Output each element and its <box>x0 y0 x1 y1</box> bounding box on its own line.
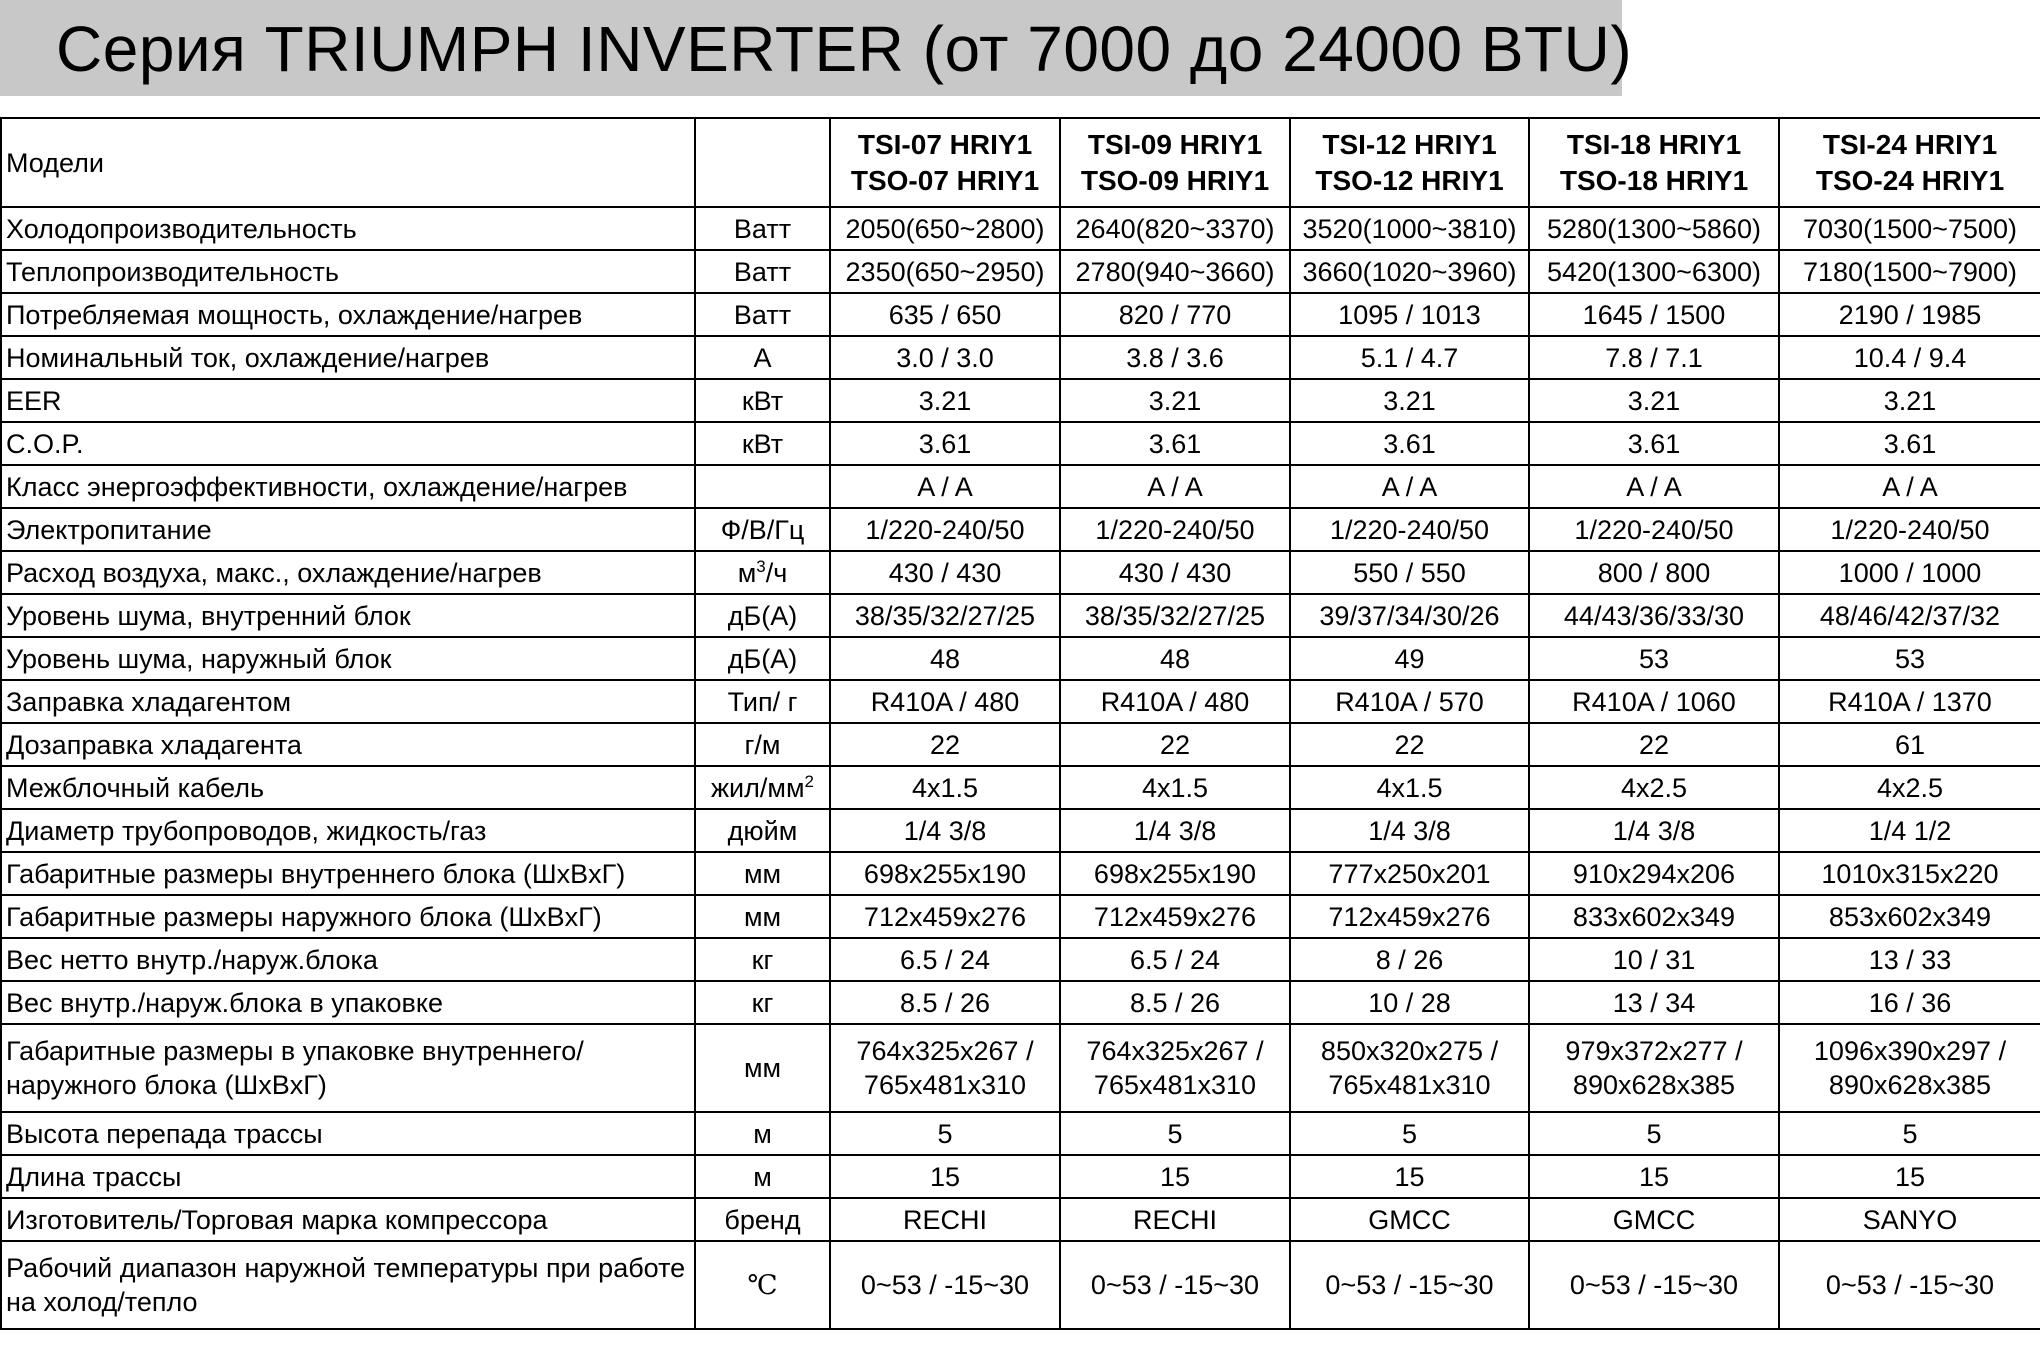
unit-text: м <box>753 1161 772 1192</box>
spec-value: A / A <box>1779 465 2040 508</box>
spec-row <box>1 379 2040 422</box>
spec-value: 635 / 650 <box>830 293 1060 336</box>
spec-value: 7.8 / 7.1 <box>1529 336 1779 379</box>
spec-row <box>1 1241 2040 1329</box>
spec-row <box>1 723 2040 766</box>
spec-value: 5.1 / 4.7 <box>1290 336 1529 379</box>
spec-value: 5 <box>1290 1112 1529 1155</box>
spec-value: 3.21 <box>1290 379 1529 422</box>
spec-value: 712x459x276 <box>1060 895 1290 938</box>
spec-value: 22 <box>1060 723 1290 766</box>
spec-value: R410A / 480 <box>1060 680 1290 723</box>
spec-value: RECHI <box>1060 1198 1290 1241</box>
spec-value: 5 <box>830 1112 1060 1155</box>
unit-text: м <box>753 1118 772 1149</box>
spec-value: 1/220-240/50 <box>1529 508 1779 551</box>
spec-value: 8 / 26 <box>1290 938 1529 981</box>
spec-unit <box>695 938 830 981</box>
unit-text: Ватт <box>733 213 792 244</box>
spec-name: Габаритные размеры внутреннего блока (ШxВxГ) <box>1 852 695 895</box>
spec-row <box>1 293 2040 336</box>
spec-row <box>1 207 2040 250</box>
spec-value: 712x459x276 <box>1290 895 1529 938</box>
spec-value: 13 / 34 <box>1529 981 1779 1024</box>
spec-value: R410A / 480 <box>830 680 1060 723</box>
model-outdoor: TSO-24 HRIY1 <box>1815 164 2005 196</box>
spec-unit <box>695 594 830 637</box>
spec-value: 7030(1500~7500) <box>1779 207 2040 250</box>
spec-unit <box>695 852 830 895</box>
spec-value: 4x1.5 <box>1060 766 1290 809</box>
spec-value: R410A / 570 <box>1290 680 1529 723</box>
spec-unit <box>695 1024 830 1112</box>
unit-text: кг <box>751 944 774 975</box>
spec-name: Межблочный кабель <box>1 766 695 809</box>
spec-row <box>1 981 2040 1024</box>
spec-name: Длина трассы <box>1 1155 695 1198</box>
model-outdoor: TSO-07 HRIY1 <box>850 164 1040 196</box>
spec-value: 4x1.5 <box>1290 766 1529 809</box>
spec-name: Уровень шума, наружный блок <box>1 637 695 680</box>
spec-value: 15 <box>1290 1155 1529 1198</box>
spec-unit <box>695 981 830 1024</box>
spec-value: A / A <box>1529 465 1779 508</box>
unit-text: бренд <box>724 1204 801 1235</box>
spec-unit <box>695 422 830 465</box>
spec-value: 4x2.5 <box>1529 766 1779 809</box>
unit-text: дБ(А) <box>727 643 798 674</box>
spec-row <box>1 250 2040 293</box>
unit-superscript: 3 <box>756 556 766 576</box>
unit-superscript: 2 <box>804 771 814 791</box>
spec-value: 698x255x190 <box>1060 852 1290 895</box>
spec-unit <box>695 1198 830 1241</box>
spec-value: 38/35/32/27/25 <box>1060 594 1290 637</box>
title-bar <box>0 0 1633 96</box>
spec-name: EER <box>1 379 695 422</box>
spec-name: Дозаправка хладагента <box>1 723 695 766</box>
spec-row <box>1 637 2040 680</box>
spec-value: 5 <box>1779 1112 2040 1155</box>
spec-value: 39/37/34/30/26 <box>1290 594 1529 637</box>
spec-value: 764x325x267 / 765x481x310 <box>830 1024 1060 1112</box>
spec-value: 10 / 28 <box>1290 981 1529 1024</box>
spec-value: 0~53 / -15~30 <box>830 1241 1060 1329</box>
spec-value: 1/220-240/50 <box>1060 508 1290 551</box>
spec-value: SANYO <box>1779 1198 2040 1241</box>
spec-name: Класс энергоэффективности, охлаждение/нагрев <box>1 465 695 508</box>
spec-value: A / A <box>830 465 1060 508</box>
spec-value: 0~53 / -15~30 <box>1290 1241 1529 1329</box>
unit-suffix: /ч <box>765 557 788 588</box>
model-cell <box>830 118 1060 207</box>
spec-value: 2190 / 1985 <box>1779 293 2040 336</box>
spec-unit <box>695 207 830 250</box>
spec-value: A / A <box>1290 465 1529 508</box>
spec-value: 2780(940~3660) <box>1060 250 1290 293</box>
spec-value: 850x320x275 / 765x481x310 <box>1290 1024 1529 1112</box>
spec-value: 979x372x277 / 890x628x385 <box>1529 1024 1779 1112</box>
spec-value: 3.21 <box>1529 379 1779 422</box>
model-cell <box>1060 118 1290 207</box>
spec-unit <box>695 766 830 809</box>
spec-value: 3520(1000~3810) <box>1290 207 1529 250</box>
spec-unit <box>695 1112 830 1155</box>
spec-value: 22 <box>830 723 1060 766</box>
spec-row <box>1 1198 2040 1241</box>
spec-table-body <box>1 118 2040 1329</box>
header-label: Модели <box>1 118 695 207</box>
spec-value: 1096x390x297 / 890x628x385 <box>1779 1024 2040 1112</box>
spec-value: 550 / 550 <box>1290 551 1529 594</box>
spec-value: 3.61 <box>1529 422 1779 465</box>
model-cell <box>1529 118 1779 207</box>
spec-value: 712x459x276 <box>830 895 1060 938</box>
spec-value: 1010x315x220 <box>1779 852 2040 895</box>
unit-text: жил/мм <box>711 772 805 803</box>
unit-text: дюйм <box>727 815 798 846</box>
header-row <box>1 118 2040 207</box>
model-indoor: TSI-09 HRIY1 <box>1087 128 1263 160</box>
spec-unit <box>695 680 830 723</box>
spec-row <box>1 594 2040 637</box>
spec-value: 1/4 3/8 <box>830 809 1060 852</box>
spec-value: 800 / 800 <box>1529 551 1779 594</box>
spec-value: 3.61 <box>1779 422 2040 465</box>
model-indoor: TSI-07 HRIY1 <box>857 128 1033 160</box>
spec-name: Расход воздуха, макс., охлаждение/нагрев <box>1 551 695 594</box>
spec-value: 430 / 430 <box>830 551 1060 594</box>
spec-value: 48 <box>1060 637 1290 680</box>
spec-row <box>1 680 2040 723</box>
spec-value: 5 <box>1060 1112 1290 1155</box>
spec-name: Диаметр трубопроводов, жидкость/газ <box>1 809 695 852</box>
page-title: Серия TRIUMPH INVERTER (от 7000 до 24000 BTU) <box>56 13 1633 85</box>
unit-text: ℃ <box>747 1270 778 1300</box>
spec-unit <box>695 1155 830 1198</box>
spec-name: Потребляемая мощность, охлаждение/нагрев <box>1 293 695 336</box>
spec-unit <box>695 809 830 852</box>
model-cell <box>1290 118 1529 207</box>
spec-value: 3.0 / 3.0 <box>830 336 1060 379</box>
spec-row <box>1 1024 2040 1112</box>
unit-text: кВт <box>741 385 784 416</box>
spec-value: 61 <box>1779 723 2040 766</box>
spec-row <box>1 938 2040 981</box>
spec-value: 1/4 3/8 <box>1060 809 1290 852</box>
spec-value: 48/46/42/37/32 <box>1779 594 2040 637</box>
spec-value: 5420(1300~6300) <box>1529 250 1779 293</box>
unit-text: мм <box>743 1053 782 1083</box>
spec-value: 1/220-240/50 <box>1290 508 1529 551</box>
spec-name: Вес внутр./наруж.блока в упаковке <box>1 981 695 1024</box>
spec-value: 820 / 770 <box>1060 293 1290 336</box>
spec-row <box>1 852 2040 895</box>
spec-value: 3.61 <box>830 422 1060 465</box>
unit-text: А <box>753 342 772 373</box>
spec-value: 44/43/36/33/30 <box>1529 594 1779 637</box>
spec-unit <box>695 508 830 551</box>
spec-value: A / A <box>1060 465 1290 508</box>
spec-value: 1000 / 1000 <box>1779 551 2040 594</box>
spec-value: 3.61 <box>1290 422 1529 465</box>
spec-value: 49 <box>1290 637 1529 680</box>
spec-name: C.O.P. <box>1 422 695 465</box>
spec-name: Теплопроизводительность <box>1 250 695 293</box>
spec-value: 430 / 430 <box>1060 551 1290 594</box>
spec-value: 3660(1020~3960) <box>1290 250 1529 293</box>
spec-unit <box>695 336 830 379</box>
header-unit <box>695 118 830 207</box>
unit-text: кВт <box>741 428 784 459</box>
spec-value: 7180(1500~7900) <box>1779 250 2040 293</box>
spec-value: 833x602x349 <box>1529 895 1779 938</box>
unit-text: мм <box>743 901 782 932</box>
unit-text: Тип/ г <box>727 686 798 717</box>
spec-value: 1/4 3/8 <box>1290 809 1529 852</box>
spec-value: 853x602x349 <box>1779 895 2040 938</box>
spec-name: Габаритные размеры в упаковке внутреннего/наружного блока (ШxВxГ) <box>1 1024 695 1112</box>
spec-value: R410A / 1370 <box>1779 680 2040 723</box>
spec-value: R410A / 1060 <box>1529 680 1779 723</box>
spec-value: 1/220-240/50 <box>830 508 1060 551</box>
spec-name: Холодопроизводительность <box>1 207 695 250</box>
spec-value: 48 <box>830 637 1060 680</box>
spec-unit <box>695 250 830 293</box>
spec-value: 3.61 <box>1060 422 1290 465</box>
spec-table <box>0 117 2040 1330</box>
spec-name: Вес нетто внутр./наруж.блока <box>1 938 695 981</box>
spec-value: 22 <box>1529 723 1779 766</box>
model-indoor: TSI-24 HRIY1 <box>1822 128 1998 160</box>
unit-text: г/м <box>744 729 781 760</box>
spec-value: 16 / 36 <box>1779 981 2040 1024</box>
spec-value: 1/220-240/50 <box>1779 508 2040 551</box>
model-outdoor: TSO-18 HRIY1 <box>1559 164 1749 196</box>
spec-value: GMCC <box>1290 1198 1529 1241</box>
spec-row <box>1 1112 2040 1155</box>
spec-name: Электропитание <box>1 508 695 551</box>
spec-unit <box>695 379 830 422</box>
spec-name: Уровень шума, внутренний блок <box>1 594 695 637</box>
spec-unit <box>695 293 830 336</box>
spec-value: 0~53 / -15~30 <box>1779 1241 2040 1329</box>
unit-text: Ватт <box>733 256 792 287</box>
spec-value: 777x250x201 <box>1290 852 1529 895</box>
spec-name: Рабочий диапазон наружной температуры при работе на холод/тепло <box>1 1241 695 1329</box>
spec-value: 3.21 <box>830 379 1060 422</box>
unit-text: м <box>737 557 757 588</box>
spec-row <box>1 508 2040 551</box>
spec-unit <box>695 637 830 680</box>
spec-value: 698x255x190 <box>830 852 1060 895</box>
unit-text: Ф/В/Гц <box>720 514 805 545</box>
spec-unit <box>695 895 830 938</box>
spec-value: 1095 / 1013 <box>1290 293 1529 336</box>
spec-value: 1/4 1/2 <box>1779 809 2040 852</box>
unit-text: Ватт <box>733 299 792 330</box>
spec-value: 15 <box>830 1155 1060 1198</box>
spec-name: Изготовитель/Торговая марка компрессора <box>1 1198 695 1241</box>
spec-row <box>1 465 2040 508</box>
spec-unit <box>695 551 830 594</box>
unit-text: мм <box>743 858 782 889</box>
spec-row <box>1 1155 2040 1198</box>
spec-value: 38/35/32/27/25 <box>830 594 1060 637</box>
spec-row <box>1 551 2040 594</box>
spec-value: 6.5 / 24 <box>1060 938 1290 981</box>
spec-value: 8.5 / 26 <box>830 981 1060 1024</box>
spec-value: 53 <box>1779 637 2040 680</box>
spec-value: 0~53 / -15~30 <box>1529 1241 1779 1329</box>
spec-value: 3.8 / 3.6 <box>1060 336 1290 379</box>
spec-value: 22 <box>1290 723 1529 766</box>
spec-value: 4x2.5 <box>1779 766 2040 809</box>
spec-value: 2640(820~3370) <box>1060 207 1290 250</box>
model-outdoor: TSO-09 HRIY1 <box>1080 164 1270 196</box>
spec-value: 2050(650~2800) <box>830 207 1060 250</box>
unit-text: кг <box>751 987 774 1018</box>
spec-value: 0~53 / -15~30 <box>1060 1241 1290 1329</box>
spec-unit <box>695 465 830 508</box>
spec-name: Номинальный ток, охлаждение/нагрев <box>1 336 695 379</box>
spec-value: 10.4 / 9.4 <box>1779 336 2040 379</box>
model-outdoor: TSO-12 HRIY1 <box>1315 164 1504 196</box>
model-indoor: TSI-18 HRIY1 <box>1566 128 1742 160</box>
spec-value: 1645 / 1500 <box>1529 293 1779 336</box>
spec-value: 5 <box>1529 1112 1779 1155</box>
spec-value: 15 <box>1060 1155 1290 1198</box>
spec-value: 5280(1300~5860) <box>1529 207 1779 250</box>
spec-row <box>1 336 2040 379</box>
spec-value: 4x1.5 <box>830 766 1060 809</box>
spec-value: 2350(650~2950) <box>830 250 1060 293</box>
spec-value: 1/4 3/8 <box>1529 809 1779 852</box>
spec-value: GMCC <box>1529 1198 1779 1241</box>
spec-value: 15 <box>1529 1155 1779 1198</box>
model-indoor: TSI-12 HRIY1 <box>1322 128 1497 160</box>
spec-unit <box>695 723 830 766</box>
spec-name: Заправка хладагентом <box>1 680 695 723</box>
spec-name: Высота перепада трассы <box>1 1112 695 1155</box>
spec-value: 15 <box>1779 1155 2040 1198</box>
spec-row <box>1 895 2040 938</box>
spec-value: 13 / 33 <box>1779 938 2040 981</box>
spec-value: 10 / 31 <box>1529 938 1779 981</box>
spec-value: 910x294x206 <box>1529 852 1779 895</box>
spec-value: RECHI <box>830 1198 1060 1241</box>
spec-value: 8.5 / 26 <box>1060 981 1290 1024</box>
spec-value: 3.21 <box>1060 379 1290 422</box>
spec-name: Габаритные размеры наружного блока (ШxВxГ) <box>1 895 695 938</box>
spec-value: 6.5 / 24 <box>830 938 1060 981</box>
spec-row <box>1 422 2040 465</box>
spec-unit <box>695 1241 830 1329</box>
spec-value: 3.21 <box>1779 379 2040 422</box>
spec-row <box>1 809 2040 852</box>
spec-row <box>1 766 2040 809</box>
spec-value: 53 <box>1529 637 1779 680</box>
model-cell <box>1779 118 2040 207</box>
spec-value: 764x325x267 / 765x481x310 <box>1060 1024 1290 1112</box>
unit-text: дБ(А) <box>727 600 798 631</box>
